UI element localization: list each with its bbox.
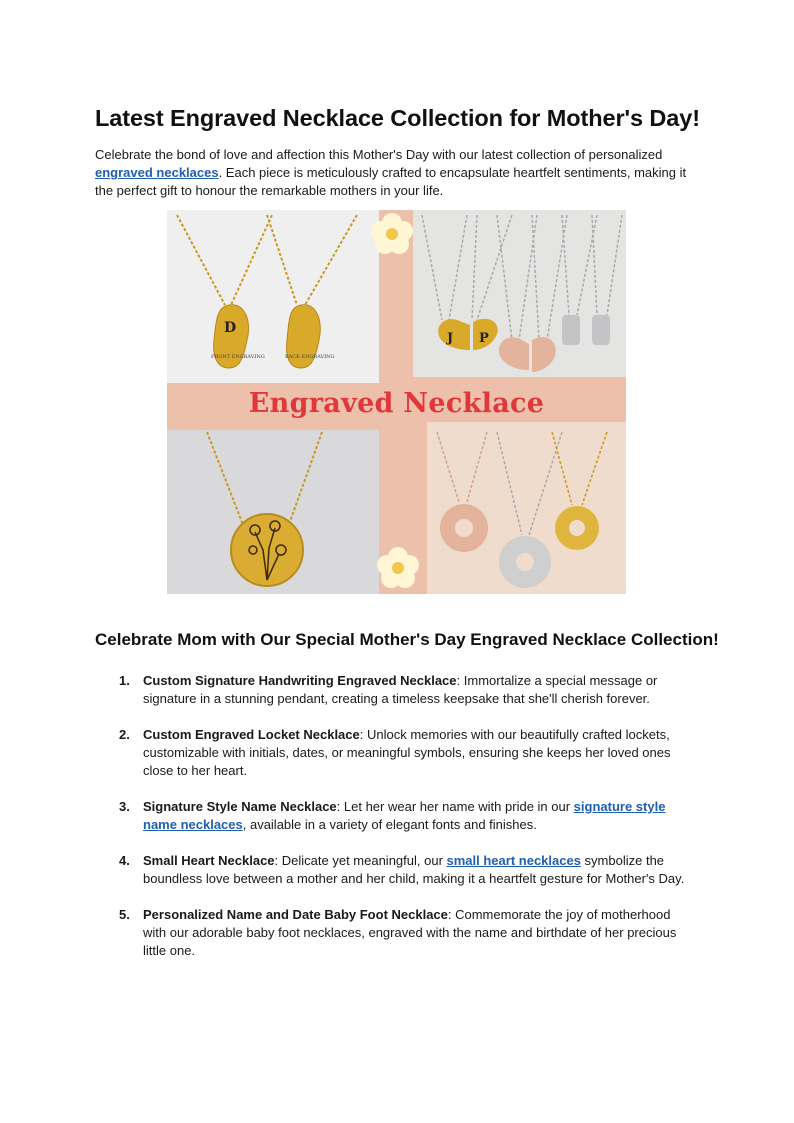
daisy-flower-bottom: [377, 547, 419, 588]
signature-style-name-necklaces-link[interactable]: signature style name necklaces: [143, 799, 666, 832]
daisy-flower-top: [371, 213, 413, 254]
item-title: Custom Signature Handwriting Engraved Necklace: [143, 673, 457, 688]
list-number: 2.: [119, 727, 130, 742]
list-item: [95, 726, 695, 780]
item-title: Signature Style Name Necklace: [143, 799, 337, 814]
list-item: [95, 852, 695, 888]
item-title: Personalized Name and Date Baby Foot Necklace: [143, 907, 448, 922]
rose-heart-left: [499, 337, 529, 370]
list-item: [95, 906, 695, 960]
item-description-before: : Let her wear her name with pride in our: [336, 799, 574, 814]
pendant-initial-j: J: [447, 331, 454, 346]
section-heading: Celebrate Mom with Our Special Mother's Day Engraved Necklace Collection!: [95, 630, 719, 649]
gold-heart-left: [438, 319, 470, 350]
intro-paragraph: [95, 146, 699, 200]
item-description: : Unlock memories with our beautifully crafted lockets, customizable with initials, dates, or meaningful symbols, ensuring she keeps her loved ones close to her heart.: [143, 727, 671, 778]
list-number: 3.: [119, 799, 130, 814]
small-heart-necklaces-link[interactable]: small heart necklaces: [446, 853, 581, 868]
list-number: 1.: [119, 673, 130, 688]
document-body: [95, 102, 699, 200]
list-number: 4.: [119, 853, 130, 868]
item-description: : Immortalize a special message or signature in a stunning pendant, creating a timeless keepsake that she'll cherish forever.: [143, 673, 658, 706]
engraved-necklaces-link[interactable]: engraved necklaces: [95, 165, 219, 180]
item-description: : Commemorate the joy of motherhood with our adorable baby foot necklaces, engraved with the name and birthdate of her precious little one.: [143, 907, 677, 958]
gold-foot-pendants: [177, 215, 357, 305]
item-description-after: symbolize the boundless love between a mother and her child, making it a heartfelt gesture for Mother's Day.: [143, 853, 685, 886]
silver-disc-cutout: [516, 553, 534, 571]
rose-heart-right: [532, 337, 556, 372]
list-item: [95, 672, 695, 708]
pendant-initial-d: D: [224, 320, 237, 336]
intro-text-before: Celebrate the bond of love and affection this Mother's Day with our latest collection of personalized: [95, 147, 663, 162]
item-title: Small Heart Necklace: [143, 853, 275, 868]
item-description-after: , available in a variety of elegant fonts and finishes.: [242, 817, 537, 832]
page-title: Latest Engraved Necklace Collection for Mother's Day!: [95, 105, 700, 131]
rose-disc-cutout: [455, 519, 473, 537]
collection-collage-image: [167, 210, 626, 594]
engraved-necklace-banner: Engraved Necklace: [248, 388, 545, 419]
list-number: 5.: [119, 907, 130, 922]
gold-disc-cutout: [569, 520, 585, 536]
collection-list: [95, 672, 695, 978]
list-item: [95, 798, 695, 834]
silver-tag-left: [562, 315, 580, 345]
item-description-before: : Delicate yet meaningful, our: [274, 853, 447, 868]
silver-tag-right: [592, 315, 610, 345]
front-engraving-label: FRONT ENGRAVING: [211, 354, 265, 360]
back-engraving-label: BACK ENGRAVING: [285, 354, 335, 360]
intro-text-after: . Each piece is meticulously crafted to encapsulate heartfelt sentiments, making it the perfect gift to honour the remarkable mothers in your life.: [95, 165, 687, 198]
pendant-initial-p: P: [479, 331, 489, 346]
item-title: Custom Engraved Locket Necklace: [143, 727, 360, 742]
